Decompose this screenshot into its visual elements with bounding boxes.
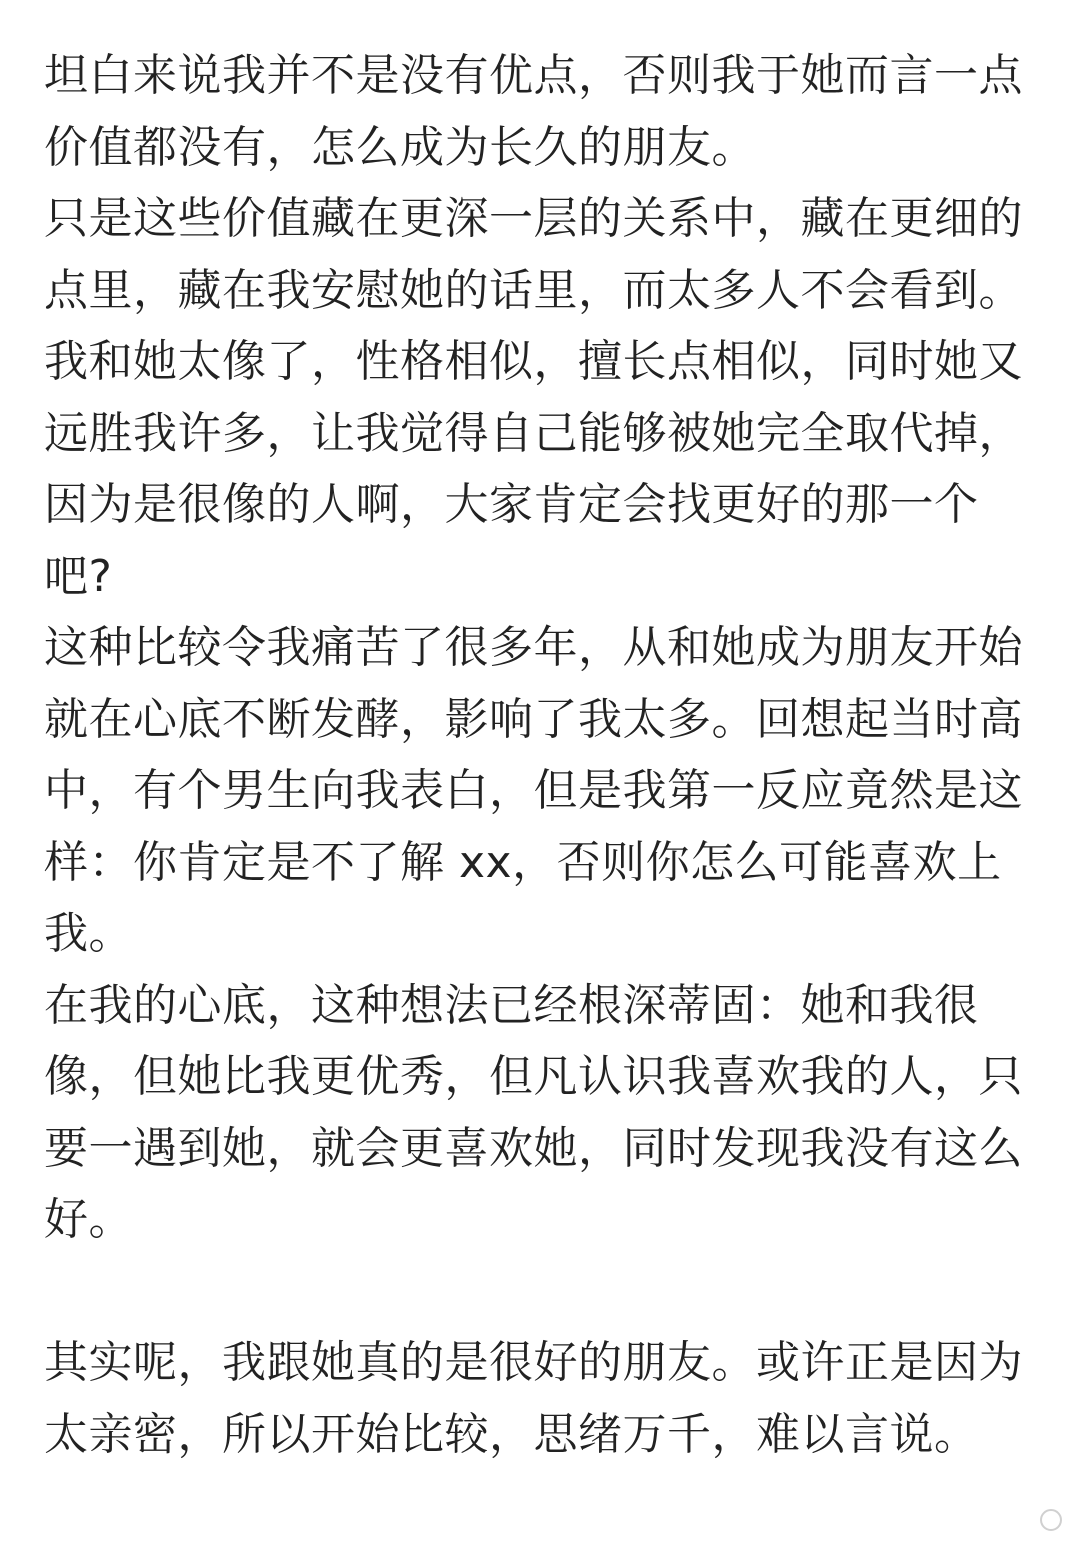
paragraph-4: 这种比较令我痛苦了很多年，从和她成为朋友开始 就在心底不断发酵，影响了我太多。回想起当时高 中，有个男生向我表白，但是我第一反应竟然是这 样：你肯定是不了解 xx，否则你怎么可能喜欢上 我。 [44,622,1023,959]
paragraph-2: 只是这些价值藏在更深一层的关系中，藏在更细的 点里，藏在我安慰她的话里，而太多人不会看到。 [44,193,1023,316]
paragraph-3: 我和她太像了，性格相似，擅长点相似，同时她又 远胜我许多，让我觉得自己能够被她完全取代掉， 因为是很像的人啊，大家肯定会找更好的那一个 吧? [44,336,1023,602]
post-body [44,40,1044,1470]
watermark [1040,1509,1062,1531]
paragraph-spacer [44,1256,1044,1328]
watermark-logo-icon [1040,1509,1062,1531]
paragraph-5: 在我的心底，这种想法已经根深蒂固：她和我很 像，但她比我更优秀，但凡认识我喜欢我的人，只 要一遇到她，就会更喜欢她，同时发现我没有这么 好。 [44,979,1023,1245]
paragraph-6: 其实呢，我跟她真的是很好的朋友。或许正是因为 太亲密，所以开始比较，思绪万千，难以言说。 [44,1337,1023,1460]
paragraph-1: 坦白来说我并不是没有优点，否则我于她而言一点 价值都没有，怎么成为长久的朋友。 [44,50,1023,173]
